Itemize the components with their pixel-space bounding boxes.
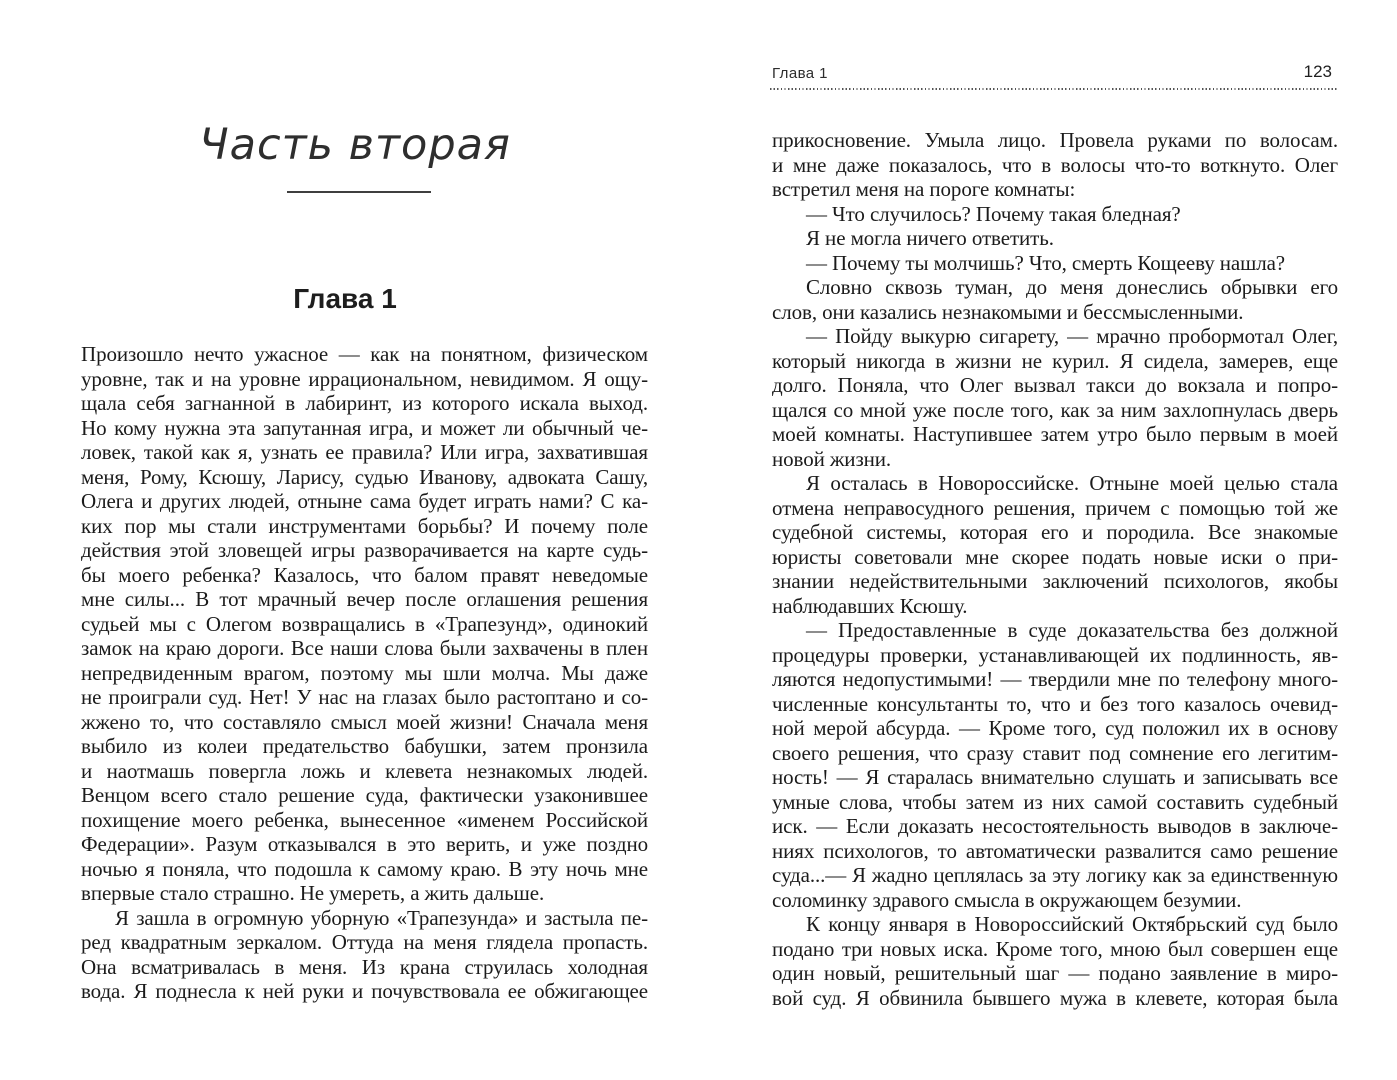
text-line: и мне даже показалось, что в волосы что-то воткнуто. Олег	[772, 152, 1338, 177]
text-line: один новый, решительный шаг — подано заявление в миро-	[772, 961, 1338, 985]
text-line: — Предоставленные в суде доказательства без должной	[806, 618, 1338, 642]
text-line: похищение моего ребенка, вынесенное «именем Российской	[81, 807, 648, 832]
text-line: меня, Рому, Ксюшу, Ларису, судью Иванову, адвоката Сашу,	[81, 464, 648, 489]
part-title: Часть вторая	[199, 120, 511, 170]
text-line: ниях психологов, то автоматически развалится само решение	[772, 838, 1338, 863]
text-line: впервые стало страшно. Не умереть, а жить дальше.	[81, 881, 545, 905]
text-line: ловек, такой как я, узнать ее правила? Или игра, захватившая	[81, 440, 648, 464]
text-line: и наотмашь повергла ложь и клевета незнакомых людей.	[81, 758, 648, 783]
text-line: действия этой зловещей игры разворачивается на карте судь-	[81, 538, 648, 562]
text-line: жжено то, что составляло смысл моей жизни! Сначала меня	[81, 709, 648, 734]
chapter-heading: Глава 1	[293, 283, 397, 314]
text-line: ред квадратным зеркалом. Оттуда на меня глядела пропасть.	[81, 930, 648, 954]
text-line: встретил меня на пороге комнаты:	[772, 177, 1076, 201]
text-line: судьей мы с Олегом возвращались в «Трапезунд», одинокий	[81, 611, 648, 636]
text-line: ной мерой абсурда. — Кроме того, суд положил их в основу	[772, 716, 1338, 740]
text-line: Словно сквозь туман, до меня донеслись обрывки его	[806, 275, 1338, 299]
text-line: бы моего ребенка? Казалось, что балом правят неведомые	[81, 562, 648, 587]
text-line: Я осталась в Новороссийске. Отныне моей целью стала	[806, 471, 1338, 495]
right-page-text-column	[772, 128, 1338, 1010]
text-line: суда...— Я жадно цеплялась за эту логику как за единственную	[772, 863, 1338, 887]
text-line: соломинку здравого смысла в окружающем безумии.	[772, 887, 1242, 912]
text-line: подано три новых иска. Кроме того, мною был совершен еще	[772, 936, 1338, 961]
text-line: не проиграли суд. Нет! У нас на глазах было растоптано и со-	[81, 685, 648, 709]
text-line: щала себя загнанной в лабиринт, из которого искала выход.	[81, 391, 648, 415]
text-line: ность! — Я старалась внимательно слушать и записывать все	[772, 765, 1338, 789]
text-line: наблюдавших Ксюшу.	[772, 593, 968, 618]
text-line: ких пор мы стали инструментами борьбы? И почему поле	[81, 513, 648, 538]
text-line: уровне, так и на уровне иррациональном, невидимом. Я ощу-	[81, 366, 648, 391]
text-line: новой жизни.	[772, 446, 892, 471]
header-dotted-rule	[770, 88, 1338, 90]
text-line: иск. — Если доказать несостоятельность выводов в заключе-	[772, 814, 1338, 838]
text-line: вой суд. Я обвинила бывшего мужа в клевете, которая была	[772, 985, 1338, 1010]
text-line: умные слова, чтобы затем из них самой составить судебный	[772, 789, 1338, 814]
text-line: долго. Поняла, что Олег вызвал такси до вокзала и попро-	[772, 373, 1338, 397]
text-line: численные консультанты то, что и без того казалось очевид-	[772, 691, 1338, 716]
text-line: Я зашла в огромную уборную «Трапезунда» и застыла пе-	[115, 905, 648, 930]
text-line: знании недействительными заключений психологов, якобы	[772, 569, 1338, 593]
text-line: вода. Я поднесла к ней руки и почувствовала ее обжигающее	[81, 979, 648, 1003]
text-line: выбило из колеи предательство бабушки, затем пронзила	[81, 734, 648, 758]
text-line: — Почему ты молчишь? Что, смерть Кощееву нашла?	[806, 250, 1286, 275]
title-divider-line	[287, 191, 431, 193]
left-page-text-column	[81, 342, 648, 1004]
text-line: судебной системы, которая его и породила. Все знакомые	[772, 520, 1338, 544]
text-line: Произошло нечто ужасное — как на понятном, физическом	[81, 342, 648, 366]
text-line: ночью я поняла, что подошла к самому краю. В эту ночь мне	[81, 856, 648, 881]
text-line: — Пойду выкурю сигарету, — мрачно пробормотал Олег,	[806, 324, 1338, 348]
text-line: мне силы... В тот мрачный вечер после оглашения решения	[81, 587, 648, 611]
text-line: щался со мной уже после того, как за ним захлопнулась дверь	[772, 397, 1338, 422]
text-line: ляются недопустимыми! — твердили мне по телефону много-	[772, 667, 1338, 691]
text-line: процедуры проверки, устанавливающей их подлинность, яв-	[772, 642, 1338, 667]
text-line: моей комнаты. Наступившее затем утро было первым в моей	[772, 422, 1338, 446]
text-line: своего решения, что сразу ставит под сомнение его легитим-	[772, 740, 1338, 765]
text-line: Я не могла ничего ответить.	[806, 226, 1054, 250]
text-line: замок на краю дороги. Все наши слова были захвачены в плен	[81, 636, 648, 660]
text-line: отмена неправосудного решения, причем с помощью той же	[772, 495, 1338, 520]
text-line: Олега и других людей, отныне сама будет играть нами? С ка-	[81, 489, 648, 513]
text-line: — Что случилось? Почему такая бледная?	[806, 201, 1181, 226]
text-line: прикосновение. Умыла лицо. Провела руками по волосам.	[772, 128, 1338, 152]
text-line: К концу января в Новороссийский Октябрьский суд было	[806, 912, 1338, 936]
text-line: Венцом всего стало решение суда, фактически узаконившее	[81, 783, 648, 807]
text-line: который никогда в жизни не курил. Я сидела, замерев, еще	[772, 348, 1338, 373]
text-line: юристы советовали мне скорее подать новые иски о при-	[772, 544, 1338, 569]
text-line: Федерации». Разум отказывался в это верить, и уже поздно	[81, 832, 648, 856]
text-line: непредвиденным врагом, поэтому мы шли молча. Мы даже	[81, 660, 648, 685]
text-line: Но кому нужна эта запутанная игра, и может ли обычный че-	[81, 415, 648, 440]
running-header: Глава 1	[772, 65, 828, 82]
text-line: слов, они казались незнакомыми и бессмысленными.	[772, 299, 1244, 324]
text-line: Она всматривалась в меня. Из крана струилась холодная	[81, 954, 648, 979]
page-number: 123	[1303, 62, 1332, 81]
